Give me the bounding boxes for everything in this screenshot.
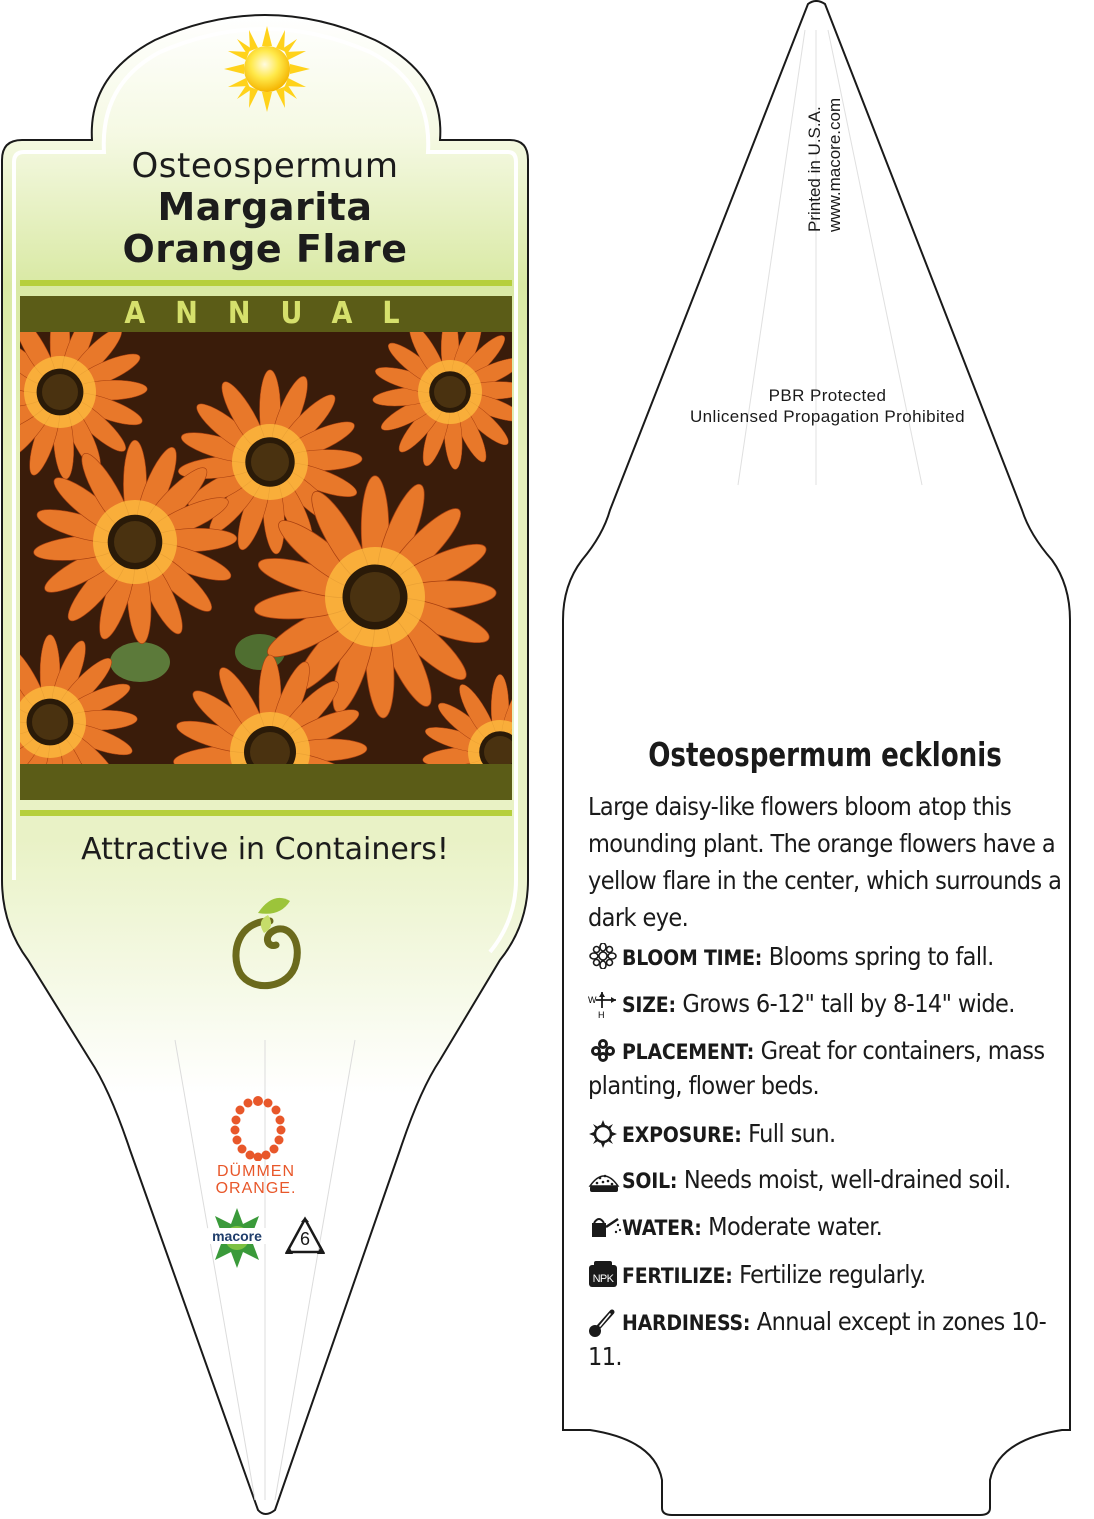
recycle-code: 6: [299, 1229, 310, 1249]
printed-line-1: Printed in U.S.A.: [805, 106, 824, 232]
attr-label: SIZE:: [622, 993, 676, 1017]
macore-swirl-logo: [228, 893, 308, 993]
plant-description: Large daisy-like flowers bloom atop this mounding plant. The orange flowers have a yellow flare in the center, which surrounds a dark eye.: [588, 792, 1062, 932]
npk-icon: [588, 1261, 622, 1287]
printed-line-2: www.macore.com: [825, 97, 844, 232]
svg-text:NPK: NPK: [592, 1273, 614, 1285]
breeder-line-2: ORANGE.: [215, 1180, 297, 1197]
svg-text:W: W: [588, 995, 596, 1005]
pbr-notice: [660, 385, 995, 427]
attr-value: Fertilize regularly.: [739, 1260, 926, 1289]
attr-value: Blooms spring to fall.: [768, 942, 994, 971]
attr-label: SOIL:: [622, 1169, 678, 1193]
attribute-fertilize: [588, 1258, 1058, 1293]
attribute-water: [588, 1210, 1058, 1245]
attribute-soil: [588, 1163, 1058, 1198]
breeder-line-1: DÜMMEN: [217, 1163, 295, 1180]
attr-label: PLACEMENT:: [622, 1040, 755, 1064]
breeder-name: [200, 1163, 312, 1197]
size-icon: [588, 990, 622, 1020]
attr-label: BLOOM TIME:: [622, 946, 763, 970]
attr-value: Needs moist, well-drained soil.: [683, 1165, 1011, 1194]
full-sun-icon: [222, 24, 312, 114]
attr-value: Moderate water.: [708, 1212, 883, 1241]
attr-label: EXPOSURE:: [622, 1123, 742, 1147]
plant-genus: Osteospermum: [131, 146, 399, 186]
attr-label: HARDINESS:: [622, 1311, 751, 1335]
species-name: Osteospermum ecklonis: [648, 735, 1002, 774]
thermometer-icon: [588, 1308, 622, 1334]
attr-value: Grows 6-12" tall by 8-14" wide.: [682, 989, 1015, 1018]
svg-text:H: H: [598, 1010, 604, 1020]
category-band: ANNUAL: [20, 296, 512, 332]
tagline: Attractive in Containers!: [81, 832, 449, 867]
cultivar-line-1: Margarita: [157, 185, 373, 229]
attribute-bloom-time: [588, 940, 1058, 975]
plant-cultivar: [0, 186, 530, 270]
printed-info: [805, 32, 845, 232]
attr-label: WATER:: [622, 1216, 702, 1240]
attribute-placement: [588, 1034, 1058, 1103]
macore-wordmark: macore: [203, 1228, 271, 1244]
dummen-orange-logo: [230, 1095, 286, 1161]
flower-photo: [20, 332, 512, 764]
bloom-icon: [588, 943, 622, 969]
pbr-line-2: Unlicensed Propagation Prohibited: [690, 407, 965, 426]
watering-can-icon: [588, 1213, 622, 1239]
soil-icon: [588, 1166, 622, 1192]
pbr-line-1: PBR Protected: [768, 386, 887, 405]
attribute-hardiness: [588, 1305, 1058, 1374]
cultivar-line-2: Orange Flare: [122, 227, 408, 271]
attr-value: Great for containers, mass planting, flower beds.: [588, 1036, 1045, 1100]
attr-label: FERTILIZE:: [622, 1264, 733, 1288]
sun-icon: [588, 1120, 622, 1146]
attr-value: Full sun.: [748, 1119, 836, 1148]
placement-icon: [588, 1037, 622, 1063]
attr-value: Annual except in zones 10-11.: [588, 1307, 1047, 1371]
attribute-exposure: [588, 1117, 1058, 1152]
photo-bottom-band: [20, 764, 512, 800]
attribute-size: [588, 987, 1058, 1022]
